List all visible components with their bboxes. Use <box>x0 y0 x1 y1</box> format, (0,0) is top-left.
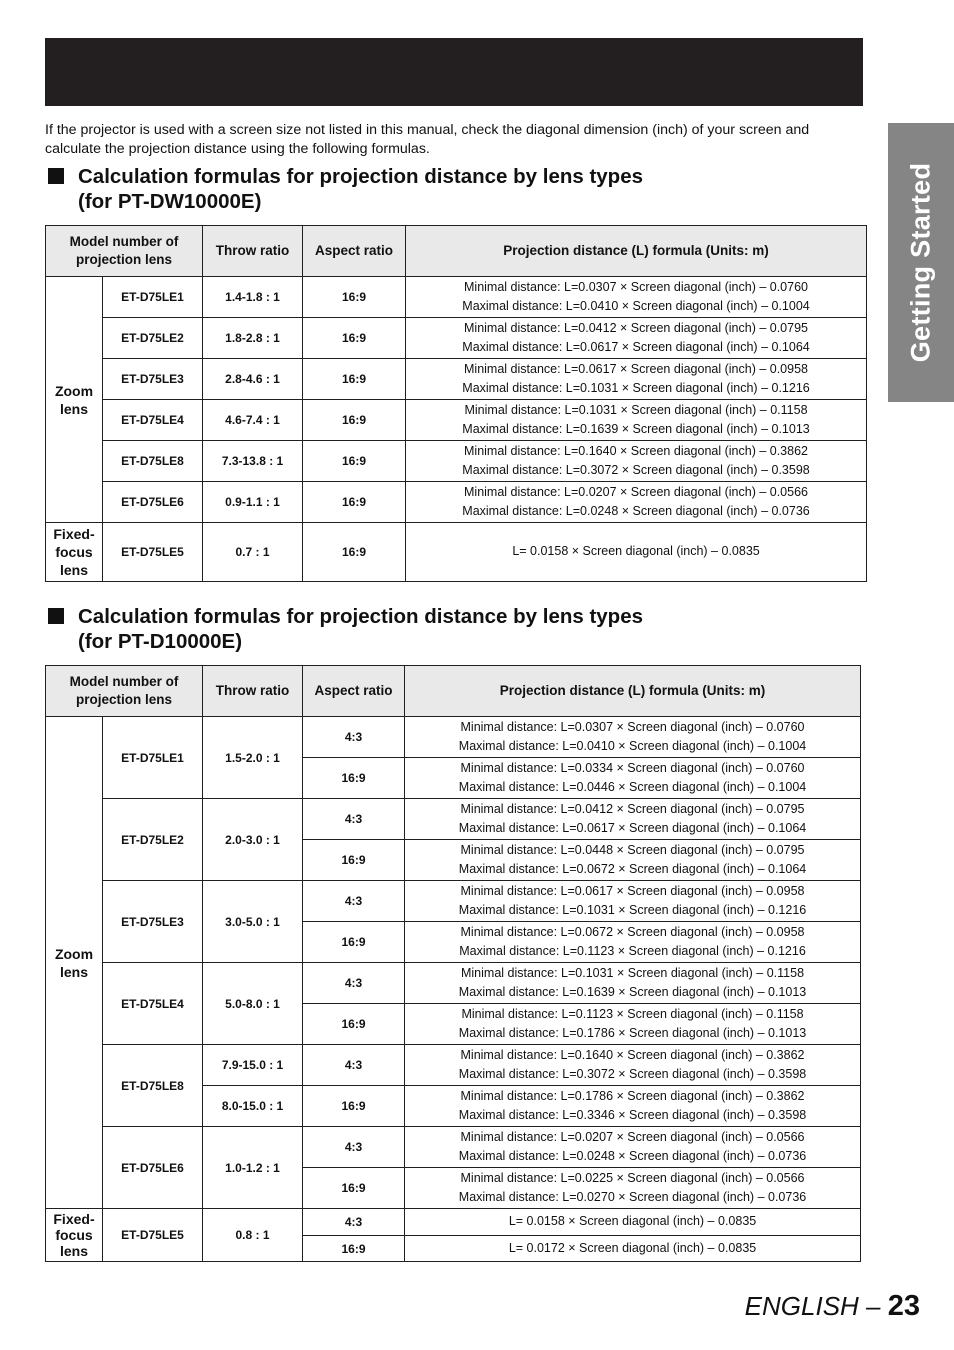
min-distance-formula: Minimal distance: L=0.1786 × Screen diagonal (inch) – 0.3862 <box>460 1088 805 1103</box>
table-row <box>46 1045 861 1086</box>
aspect-ratio: 16:9 <box>303 1086 405 1127</box>
section-tab-label: Getting Started <box>905 162 936 363</box>
aspect-ratio: 16:9 <box>303 359 406 400</box>
lens-model: ET-D75LE2 <box>103 799 203 881</box>
table-row <box>46 400 867 441</box>
aspect-ratio: 16:9 <box>303 1168 405 1209</box>
formula-cell <box>406 441 867 482</box>
lens-group-fixed: Fixed-focus lens <box>46 1209 103 1262</box>
aspect-ratio: 4:3 <box>303 881 405 922</box>
footer-language: ENGLISH – <box>744 1291 888 1321</box>
min-distance-formula: Minimal distance: L=0.0672 × Screen diagonal (inch) – 0.0958 <box>460 924 805 939</box>
header-bar <box>45 38 863 106</box>
table-row <box>46 963 861 1004</box>
throw-ratio: 1.0-1.2 : 1 <box>203 1127 303 1209</box>
formula-cell <box>406 277 867 318</box>
max-distance-formula: Maximal distance: L=0.1031 × Screen diagonal (inch) – 0.1216 <box>458 903 807 917</box>
max-distance-formula: Maximal distance: L=0.3072 × Screen diagonal (inch) – 0.3598 <box>458 1067 807 1081</box>
aspect-ratio: 4:3 <box>303 963 405 1004</box>
lens-model: ET-D75LE6 <box>103 482 203 523</box>
aspect-ratio: 4:3 <box>303 799 405 840</box>
aspect-ratio: 4:3 <box>303 1209 405 1236</box>
formula-cell: L= 0.0172 × Screen diagonal (inch) – 0.0835 <box>405 1236 861 1262</box>
max-distance-formula: Maximal distance: L=0.0672 × Screen diagonal (inch) – 0.1064 <box>458 862 807 876</box>
throw-ratio: 7.9-15.0 : 1 <box>203 1045 303 1086</box>
lens-model: ET-D75LE5 <box>103 523 203 582</box>
max-distance-formula: Maximal distance: L=0.0446 × Screen diagonal (inch) – 0.1004 <box>458 780 807 794</box>
min-distance-formula: Minimal distance: L=0.1031 × Screen diagonal (inch) – 0.1158 <box>460 965 805 980</box>
aspect-ratio: 4:3 <box>303 1127 405 1168</box>
aspect-ratio: 16:9 <box>303 758 405 799</box>
max-distance-formula: Maximal distance: L=0.3072 × Screen diagonal (inch) – 0.3598 <box>462 463 810 477</box>
lens-model: ET-D75LE6 <box>103 1127 203 1209</box>
header-throw: Throw ratio <box>203 666 303 717</box>
min-distance-formula: Minimal distance: L=0.1640 × Screen diagonal (inch) – 0.3862 <box>460 1047 805 1062</box>
lens-model: ET-D75LE4 <box>103 963 203 1045</box>
throw-ratio: 7.3-13.8 : 1 <box>203 441 303 482</box>
section2-heading <box>48 604 643 654</box>
aspect-ratio: 4:3 <box>303 717 405 758</box>
table-row <box>46 799 861 840</box>
formula-cell <box>405 1086 861 1127</box>
header-aspect: Aspect ratio <box>303 226 406 277</box>
max-distance-formula: Maximal distance: L=0.0410 × Screen diagonal (inch) – 0.1004 <box>458 739 807 753</box>
min-distance-formula: Minimal distance: L=0.0334 × Screen diagonal (inch) – 0.0760 <box>460 760 805 775</box>
max-distance-formula: Maximal distance: L=0.1031 × Screen diagonal (inch) – 0.1216 <box>462 381 810 395</box>
section1-heading <box>48 164 643 214</box>
throw-ratio: 3.0-5.0 : 1 <box>203 881 303 963</box>
aspect-ratio: 16:9 <box>303 1004 405 1045</box>
aspect-ratio: 16:9 <box>303 922 405 963</box>
formula-cell <box>406 359 867 400</box>
section1-heading-line1: Calculation formulas for projection distance by lens types <box>78 165 644 188</box>
max-distance-formula: Maximal distance: L=0.0617 × Screen diagonal (inch) – 0.1064 <box>458 821 807 835</box>
header-model: Model number of projection lens <box>46 226 203 277</box>
min-distance-formula: Minimal distance: L=0.0225 × Screen diagonal (inch) – 0.0566 <box>460 1170 805 1185</box>
throw-ratio: 2.8-4.6 : 1 <box>203 359 303 400</box>
section-tab <box>888 123 954 402</box>
min-distance-formula: Minimal distance: L=0.0207 × Screen diagonal (inch) – 0.0566 <box>464 484 808 499</box>
lens-model: ET-D75LE2 <box>103 318 203 359</box>
header-formula: Projection distance (L) formula (Units: m) <box>405 666 861 717</box>
lens-model: ET-D75LE5 <box>103 1209 203 1262</box>
max-distance-formula: Maximal distance: L=0.0248 × Screen diagonal (inch) – 0.0736 <box>462 504 810 518</box>
min-distance-formula: Minimal distance: L=0.0412 × Screen diagonal (inch) – 0.0795 <box>460 801 805 816</box>
header-throw: Throw ratio <box>203 226 303 277</box>
table-row <box>46 881 861 922</box>
lens-table-dw10000e <box>45 225 867 582</box>
min-distance-formula: Minimal distance: L=0.1031 × Screen diagonal (inch) – 0.1158 <box>464 402 808 417</box>
table-row <box>46 482 867 523</box>
formula-cell <box>405 1004 861 1045</box>
lens-model: ET-D75LE1 <box>103 277 203 318</box>
square-bullet-icon <box>48 608 64 624</box>
min-distance-formula: Minimal distance: L=0.0617 × Screen diagonal (inch) – 0.0958 <box>464 361 808 376</box>
square-bullet-icon <box>48 168 64 184</box>
header-formula: Projection distance (L) formula (Units: m) <box>406 226 867 277</box>
section2-heading-line1: Calculation formulas for projection distance by lens types <box>78 605 644 628</box>
aspect-ratio: 4:3 <box>303 1045 405 1086</box>
formula-cell <box>405 799 861 840</box>
aspect-ratio: 16:9 <box>303 400 406 441</box>
min-distance-formula: Minimal distance: L=0.0448 × Screen diagonal (inch) – 0.0795 <box>460 842 805 857</box>
page-number: 23 <box>887 1290 920 1322</box>
lens-model: ET-D75LE4 <box>103 400 203 441</box>
table-row <box>46 441 867 482</box>
formula-cell <box>405 1127 861 1168</box>
throw-ratio: 2.0-3.0 : 1 <box>203 799 303 881</box>
aspect-ratio: 16:9 <box>303 840 405 881</box>
throw-ratio: 0.8 : 1 <box>203 1209 303 1262</box>
min-distance-formula: Minimal distance: L=0.0412 × Screen diagonal (inch) – 0.0795 <box>464 320 808 335</box>
formula-cell <box>405 922 861 963</box>
table-row <box>46 277 867 318</box>
throw-ratio: 4.6-7.4 : 1 <box>203 400 303 441</box>
table-row <box>46 318 867 359</box>
aspect-ratio: 16:9 <box>303 318 406 359</box>
min-distance-formula: Minimal distance: L=0.0207 × Screen diagonal (inch) – 0.0566 <box>460 1129 805 1144</box>
formula-cell <box>405 881 861 922</box>
max-distance-formula: Maximal distance: L=0.1123 × Screen diagonal (inch) – 0.1216 <box>459 944 806 958</box>
formula-cell <box>406 482 867 523</box>
lens-model: ET-D75LE3 <box>103 359 203 400</box>
formula-cell <box>406 400 867 441</box>
formula-cell <box>405 840 861 881</box>
lens-model: ET-D75LE8 <box>103 1045 203 1127</box>
aspect-ratio: 16:9 <box>303 441 406 482</box>
table-row <box>46 1127 861 1168</box>
throw-ratio: 0.9-1.1 : 1 <box>203 482 303 523</box>
min-distance-formula: Minimal distance: L=0.1640 × Screen diagonal (inch) – 0.3862 <box>464 443 808 458</box>
lens-model: ET-D75LE8 <box>103 441 203 482</box>
max-distance-formula: Maximal distance: L=0.0617 × Screen diagonal (inch) – 0.1064 <box>462 340 810 354</box>
section1-heading-line2: (for PT-DW10000E) <box>78 190 262 213</box>
aspect-ratio: 16:9 <box>303 1236 405 1262</box>
formula-cell: L= 0.0158 × Screen diagonal (inch) – 0.0835 <box>405 1209 861 1236</box>
aspect-ratio: 16:9 <box>303 523 406 582</box>
formula-cell: L= 0.0158 × Screen diagonal (inch) – 0.0835 <box>406 523 867 582</box>
lens-group-fixed: Fixed-focus lens <box>46 523 103 582</box>
formula-cell <box>406 318 867 359</box>
lens-table-d10000e <box>45 665 861 1262</box>
min-distance-formula: Minimal distance: L=0.0307 × Screen diagonal (inch) – 0.0760 <box>460 719 805 734</box>
lens-model: ET-D75LE3 <box>103 881 203 963</box>
aspect-ratio: 16:9 <box>303 277 406 318</box>
formula-cell <box>405 758 861 799</box>
formula-cell <box>405 1168 861 1209</box>
max-distance-formula: Maximal distance: L=0.1639 × Screen diagonal (inch) – 0.1013 <box>462 422 810 436</box>
lens-model: ET-D75LE1 <box>103 717 203 799</box>
throw-ratio: 1.8-2.8 : 1 <box>203 318 303 359</box>
aspect-ratio: 16:9 <box>303 482 406 523</box>
throw-ratio: 1.5-2.0 : 1 <box>203 717 303 799</box>
max-distance-formula: Maximal distance: L=0.0410 × Screen diagonal (inch) – 0.1004 <box>462 299 810 313</box>
header-model: Model number of projection lens <box>46 666 203 717</box>
formula-cell <box>405 963 861 1004</box>
min-distance-formula: Minimal distance: L=0.0617 × Screen diagonal (inch) – 0.0958 <box>460 883 805 898</box>
min-distance-formula: Minimal distance: L=0.1123 × Screen diagonal (inch) – 0.1158 <box>461 1006 804 1021</box>
max-distance-formula: Maximal distance: L=0.0248 × Screen diagonal (inch) – 0.0736 <box>458 1149 807 1163</box>
throw-ratio: 1.4-1.8 : 1 <box>203 277 303 318</box>
lens-group-zoom: Zoom lens <box>46 717 103 1209</box>
intro-text: If the projector is used with a screen size not listed in this manual, check the diagonal dimension (inch) of your screen and calculate the projection distance using the following formulas. <box>45 122 810 157</box>
section2-heading-line2: (for PT-D10000E) <box>78 630 243 653</box>
throw-ratio: 5.0-8.0 : 1 <box>203 963 303 1045</box>
max-distance-formula: Maximal distance: L=0.1786 × Screen diagonal (inch) – 0.1013 <box>458 1026 807 1040</box>
formula-cell <box>405 1045 861 1086</box>
table-row <box>46 523 867 582</box>
max-distance-formula: Maximal distance: L=0.0270 × Screen diagonal (inch) – 0.0736 <box>458 1190 807 1204</box>
page-footer <box>745 1290 920 1323</box>
table-row <box>46 1209 861 1236</box>
lens-group-zoom: Zoom lens <box>46 277 103 523</box>
max-distance-formula: Maximal distance: L=0.3346 × Screen diagonal (inch) – 0.3598 <box>458 1108 807 1122</box>
table-row <box>46 717 861 758</box>
min-distance-formula: Minimal distance: L=0.0307 × Screen diagonal (inch) – 0.0760 <box>464 279 808 294</box>
max-distance-formula: Maximal distance: L=0.1639 × Screen diagonal (inch) – 0.1013 <box>458 985 807 999</box>
throw-ratio: 0.7 : 1 <box>203 523 303 582</box>
formula-cell <box>405 717 861 758</box>
throw-ratio: 8.0-15.0 : 1 <box>203 1086 303 1127</box>
header-aspect: Aspect ratio <box>303 666 405 717</box>
table-row <box>46 359 867 400</box>
